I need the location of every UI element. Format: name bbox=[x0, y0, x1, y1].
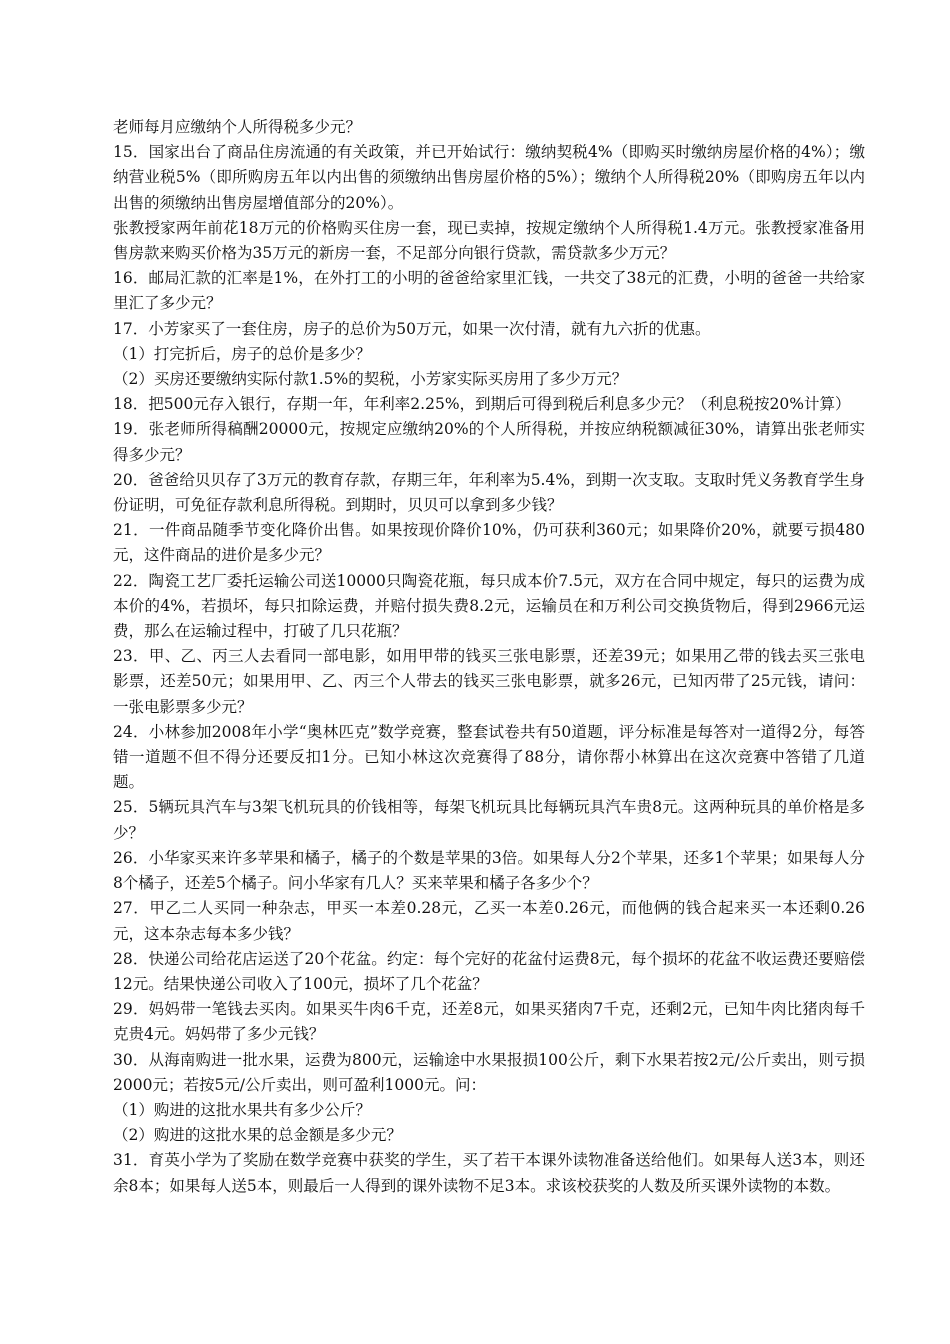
problem-21: 21．一件商品随季节变化降价出售。如果按现价降价10%，仍可获利360元；如果降价20%，就要亏损480元，这件商品的进价是多少元？ bbox=[113, 521, 865, 565]
problem-15-question: 张教授家两年前花18万元的价格购买住房一套，现已卖掉，按规定缴纳个人所得税1.4万元。张教授家准备用售房款来购买价格为35万元的新房一套，不足部分向银行贷款，需贷款多少万元？ bbox=[113, 218, 865, 263]
problem-20: 20．爸爸给贝贝存了3万元的教育存款，存期三年，年利率为5.4%，到期一次支取。支取时凭义务教育学生身份证明，可免征存款利息所得税。到期时，贝贝可以拿到多少钱？ bbox=[113, 470, 865, 515]
problem-23: 23．甲、乙、丙三人去看同一部电影，如用甲带的钱买三张电影票，还差39元；如果用乙带的钱去买三张电影票，还差50元；如果用甲、乙、丙三个人带去的钱买三张电影票，就多26元，已知丙带了25元钱，请问：一张电影票多少元？ bbox=[113, 647, 865, 716]
problem-14-tail: 老师每月应缴纳个人所得税多少元？ bbox=[113, 118, 362, 136]
problem-17-part-1: （1）打完折后，房子的总价是多少？ bbox=[113, 344, 371, 363]
problem-18: 18．把500元存入银行，存期一年，年利率2.25%，到期后可得到税后利息多少元？（利息税按20%计算） bbox=[113, 395, 851, 414]
problem-17: 17．小芳家买了一套住房，房子的总价为50万元，如果一次付清，就有九六折的优惠。 bbox=[113, 319, 711, 338]
problem-30: 30．从海南购进一批水果，运费为800元，运输途中水果报损100公斤，剩下水果若按2元/公斤卖出，则亏损2000元；若按5元/公斤卖出，则可盈利1000元。问： bbox=[113, 1050, 865, 1094]
problem-28: 28．快递公司给花店运送了20个花盆。约定：每个完好的花盆付运费8元，每个损坏的花盆不收运费还要赔偿12元。结果快递公司收入了100元，损坏了几个花盆？ bbox=[113, 949, 865, 993]
problem-25: 25．5辆玩具汽车与3架飞机玩具的价钱相等，每架飞机玩具比每辆玩具汽车贵8元。这两种玩具的单价格是多少？ bbox=[113, 798, 865, 842]
problem-31: 31．育英小学为了奖励在数学竞赛中获奖的学生，买了若干本课外读物准备送给他们。如果每人送3本，则还余8本；如果每人送5本，则最后一人得到的课外读物不足3本。求该校获奖的人数及所买课外读物的本数。 bbox=[113, 1151, 865, 1195]
problem-16: 16．邮局汇款的汇率是1%，在外打工的小明的爸爸给家里汇钱，一共交了38元的汇费，小明的爸爸一共给家里汇了多少元？ bbox=[113, 269, 865, 313]
problem-27: 27．甲乙二人买同一种杂志，甲买一本差0.28元，乙买一本差0.26元，而他俩的钱合起来买一本还剩0.26元，这本杂志每本多少钱？ bbox=[113, 899, 865, 943]
problem-19: 19．张老师所得稿酬20000元，按规定应缴纳20%的个人所得税，并按应纳税额减征30%，请算出张老师实得多少元？ bbox=[113, 420, 865, 464]
problem-15: 15．国家出台了商品住房流通的有关政策，并已开始试行：缴纳契税4%（即购买时缴纳房屋价格的4%）；缴纳营业税5%（即所购房五年以内出售的须缴纳出售房屋价格的5%）；缴纳个人所得税20%（即购房五年以内出售的须缴纳出售房屋增值部分的20%）。 bbox=[113, 143, 865, 212]
problem-30-part-2: （2）购进的这批水果的总金额是多少元？ bbox=[113, 1126, 402, 1145]
document-body bbox=[113, 115, 865, 1199]
problem-24: 24．小林参加2008年小学“奥林匹克”数学竞赛，整套试卷共有50道题，评分标准是每答对一道得2分，每答错一道题不但不得分还要反扣1分。已知小林这次竞赛得了88分，请你帮小林算出在这次竞赛中答错了几道题。 bbox=[113, 722, 865, 792]
problem-17-part-2: （2）买房还要缴纳实际付款1.5%的契税，小芳家实际买房用了多少万元？ bbox=[113, 370, 628, 389]
problem-29: 29．妈妈带一笔钱去买肉。如果买牛肉6千克，还差8元，如果买猪肉7千克，还剩2元，已知牛肉比猪肉每千克贵4元。妈妈带了多少元钱？ bbox=[113, 1000, 865, 1044]
problem-22: 22．陶瓷工艺厂委托运输公司送10000只陶瓷花瓶，每只成本价7.5元，双方在合同中规定，每只的运费为成本价的4%，若损坏，每只扣除运费，并赔付损失费8.2元，运输员在和万利公司交换货物后，得到2966元运费，那么在运输过程中，打破了几只花瓶？ bbox=[113, 571, 865, 641]
problem-30-part-1: （1）购进的这批水果共有多少公斤？ bbox=[113, 1100, 371, 1119]
problem-26: 26．小华家买来许多苹果和橘子，橘子的个数是苹果的3倍。如果每人分2个苹果，还多1个苹果；如果每人分8个橘子，还差5个橘子。问小华家有几人？买来苹果和橘子各多少个？ bbox=[113, 848, 865, 893]
